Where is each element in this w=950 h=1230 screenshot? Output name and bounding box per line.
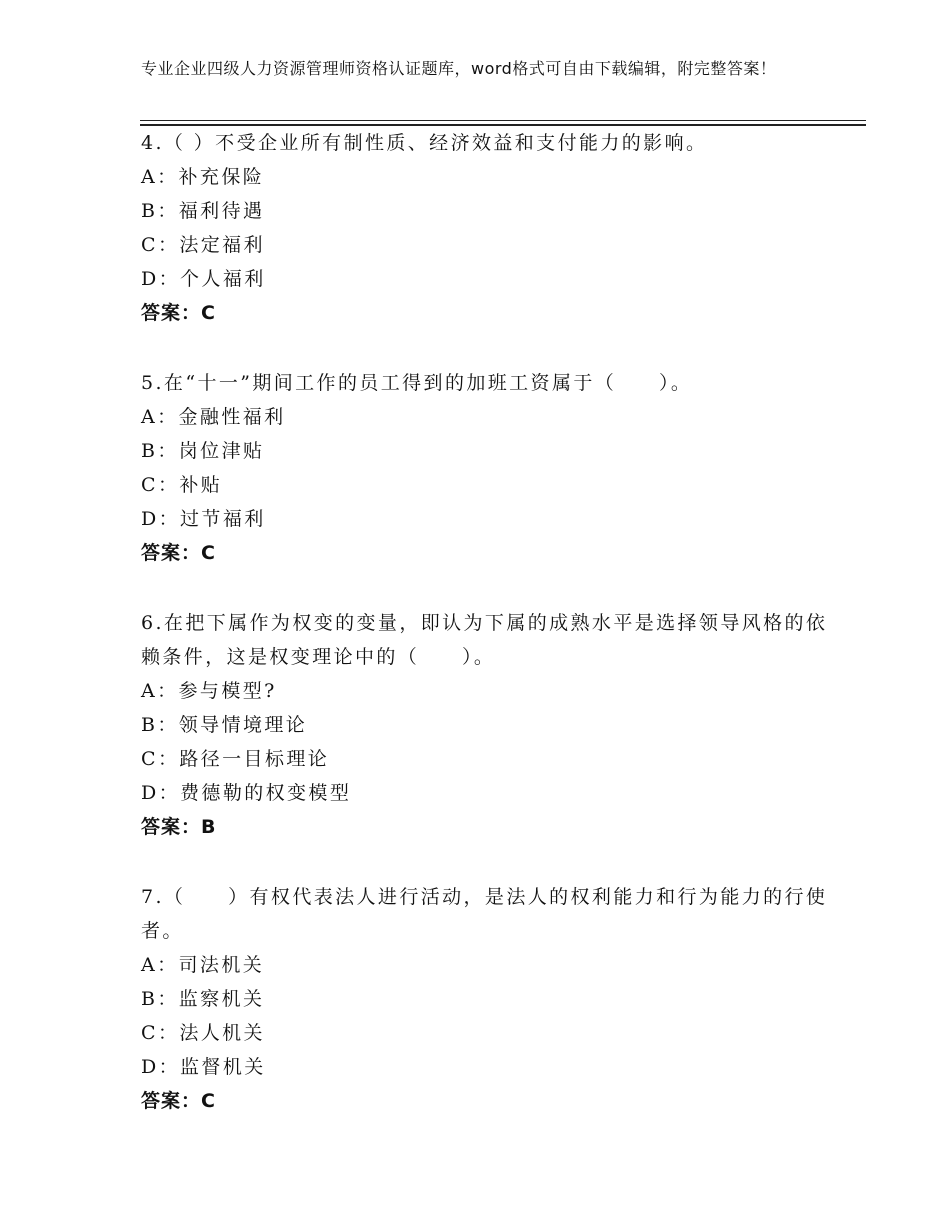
question-list bbox=[141, 126, 831, 1154]
question-7 bbox=[141, 880, 831, 1118]
header-rule-thin bbox=[140, 120, 866, 121]
question-5 bbox=[141, 366, 831, 570]
option-a: A：金融性福利 bbox=[141, 406, 286, 428]
option-a: A：参与模型? bbox=[141, 680, 277, 702]
option-c: C：补贴 bbox=[141, 474, 223, 496]
option-c: C：路径一目标理论 bbox=[141, 748, 330, 770]
option-a: A：司法机关 bbox=[141, 954, 265, 976]
question-4 bbox=[141, 126, 831, 330]
option-d: D：个人福利 bbox=[141, 268, 266, 290]
option-c: C：法定福利 bbox=[141, 234, 265, 256]
option-b: B：监察机关 bbox=[141, 988, 265, 1010]
question-stem: 4.（ ）不受企业所有制性质、经济效益和支付能力的影响。 bbox=[141, 132, 708, 154]
option-d: D：监督机关 bbox=[141, 1056, 266, 1078]
question-stem: 5.在“十一”期间工作的员工得到的加班工资属于（ ）。 bbox=[141, 372, 693, 394]
option-d: D：费德勒的权变模型 bbox=[141, 782, 352, 804]
answer: 答案：C bbox=[141, 1090, 216, 1112]
question-6 bbox=[141, 606, 831, 844]
option-a: A：补充保险 bbox=[141, 166, 265, 188]
answer: 答案：B bbox=[141, 816, 217, 838]
answer: 答案：C bbox=[141, 542, 216, 564]
option-b: B：领导情境理论 bbox=[141, 714, 308, 736]
document-header: 专业企业四级人力资源管理师资格认证题库，word格式可自由下载编辑，附完整答案！ bbox=[141, 59, 777, 78]
option-c: C：法人机关 bbox=[141, 1022, 265, 1044]
answer: 答案：C bbox=[141, 302, 216, 324]
question-stem: 7.（ ）有权代表法人进行活动，是法人的权利能力和行为能力的行使者。 bbox=[141, 886, 828, 942]
option-b: B：岗位津贴 bbox=[141, 440, 265, 462]
option-d: D：过节福利 bbox=[141, 508, 266, 530]
option-b: B：福利待遇 bbox=[141, 200, 265, 222]
question-stem: 6.在把下属作为权变的变量，即认为下属的成熟水平是选择领导风格的依赖条件，这是权变理论中的（ ）。 bbox=[141, 612, 828, 668]
